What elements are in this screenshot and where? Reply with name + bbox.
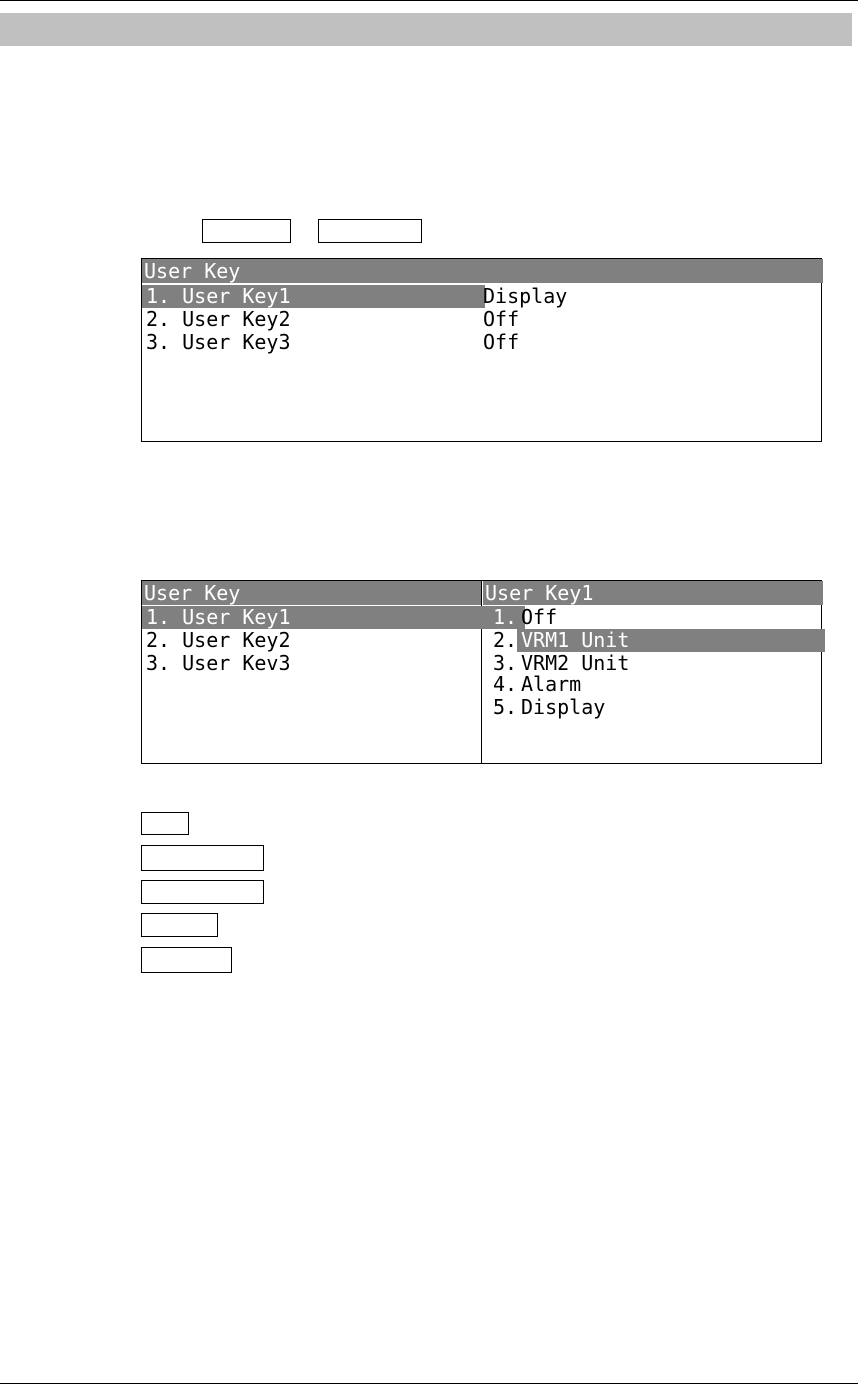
- key-box-icon: [202, 219, 291, 243]
- key-box-icon: [141, 947, 232, 973]
- menu-title: User Key: [142, 581, 482, 605]
- bottom-rule: [0, 1383, 858, 1384]
- option-number: 2.: [493, 628, 518, 652]
- key-box-icon: [318, 219, 422, 243]
- key-box-icon: [141, 812, 189, 835]
- key-box-icon: [141, 880, 264, 904]
- menu-item-user-key2[interactable]: 2. User Key2: [146, 628, 291, 652]
- menu-title: User Key: [142, 259, 823, 283]
- menu-item-value: Off: [483, 307, 520, 331]
- menu-item-user-key2[interactable]: 2. User Key2: [146, 307, 291, 331]
- option-number: 3.: [493, 651, 518, 675]
- menu-item-value: Display: [483, 284, 568, 308]
- header-band: [0, 13, 852, 46]
- key-box-icon: [141, 913, 218, 937]
- option-number: 5.: [493, 695, 518, 719]
- key-box-icon: [141, 845, 264, 871]
- user-key-menu: [141, 258, 822, 442]
- option-number: 1.: [483, 606, 525, 629]
- option-number: 4.: [493, 672, 518, 696]
- option-vrm1-unit[interactable]: VRM1 Unit: [517, 629, 825, 652]
- menu-item-user-key3[interactable]: 3. User Kev3: [146, 651, 291, 675]
- option-vrm2-unit[interactable]: VRM2 Unit: [521, 651, 630, 675]
- menu-item-user-key1[interactable]: 1. User Key1: [142, 285, 485, 308]
- menu-item-user-key1[interactable]: 1. User Key1: [142, 606, 485, 629]
- top-rule: [0, 0, 858, 1]
- user-key-submenu-panel: [141, 580, 822, 764]
- option-alarm[interactable]: Alarm: [521, 672, 582, 696]
- option-off[interactable]: Off: [521, 605, 558, 629]
- menu-item-user-key3[interactable]: 3. User Key3: [146, 330, 291, 354]
- option-display[interactable]: Display: [521, 695, 606, 719]
- menu-item-value: Off: [483, 330, 520, 354]
- submenu-title: User Key1: [483, 581, 823, 605]
